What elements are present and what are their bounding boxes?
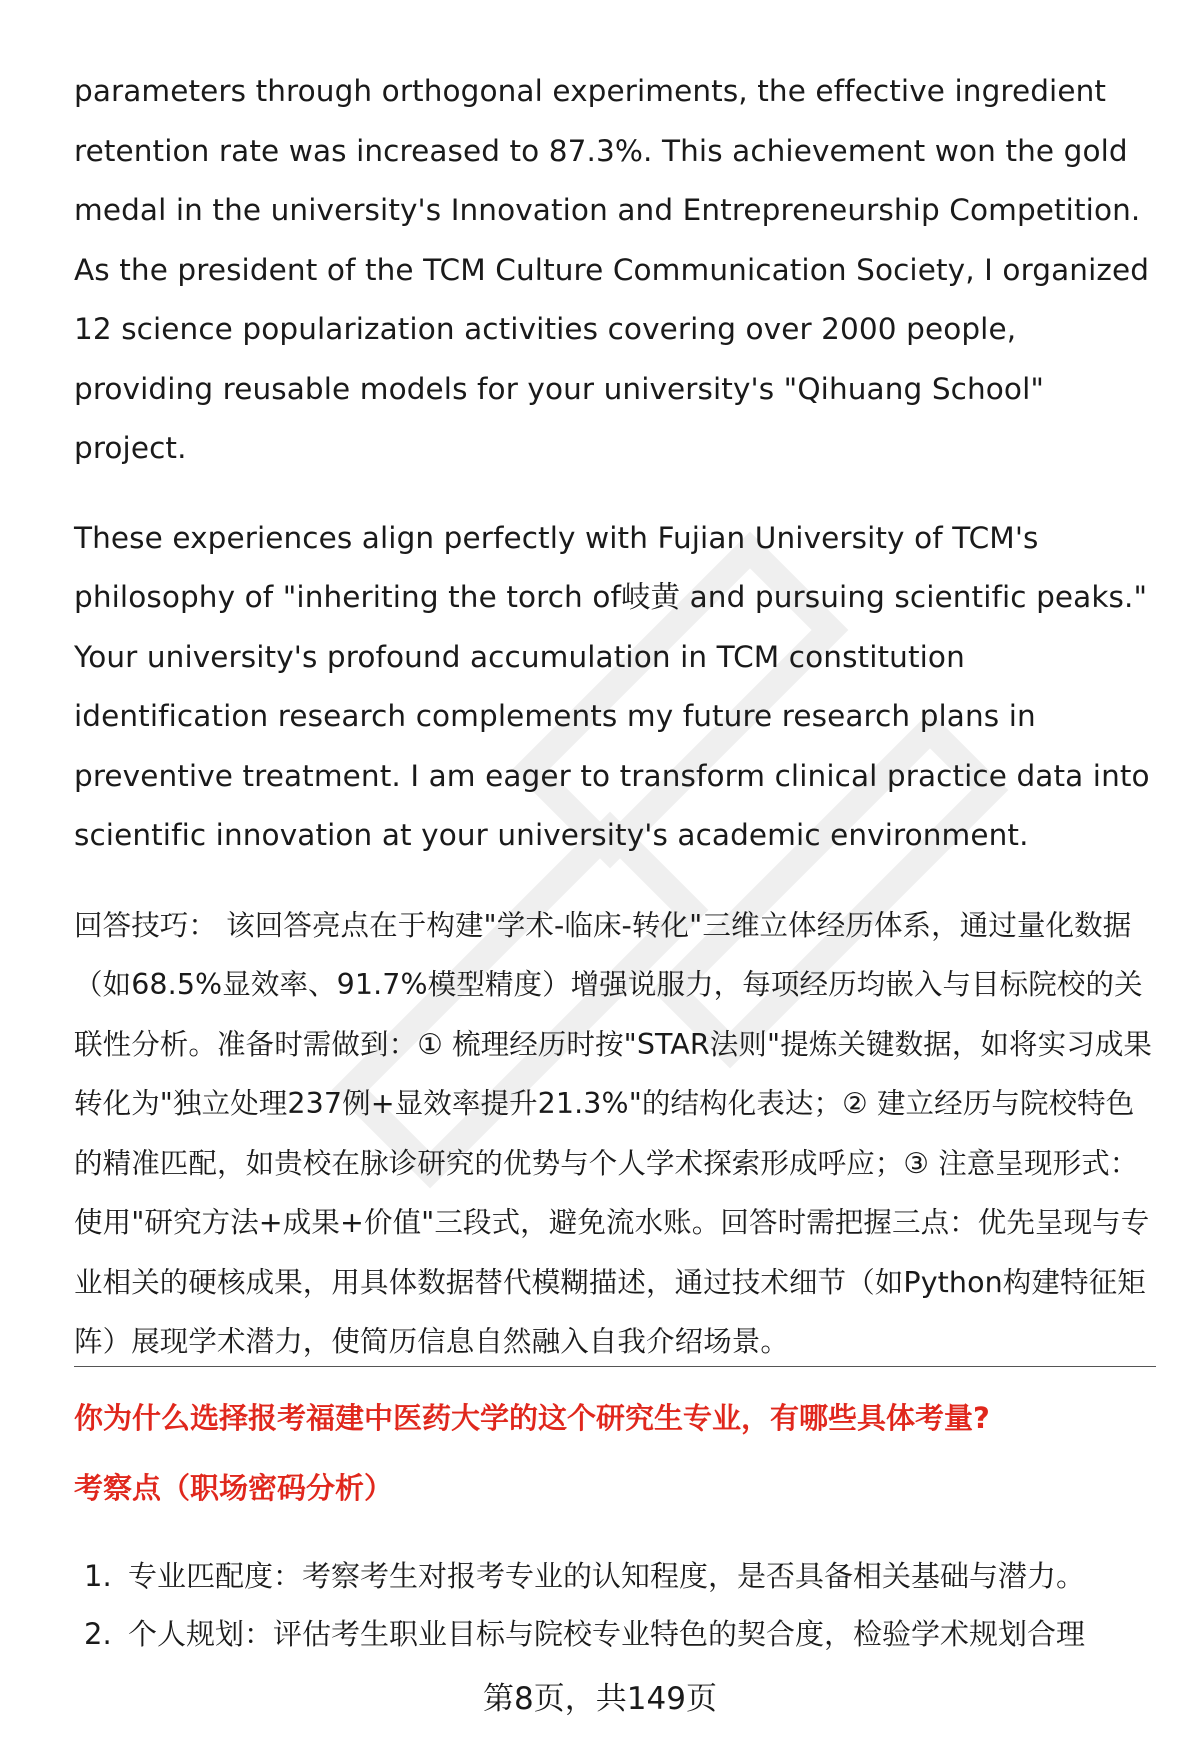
list-item-text: 个人规划：评估考生职业目标与院校专业特色的契合度，检验学术规划合理: [128, 1617, 1086, 1651]
assessment-points-list: [84, 1547, 1156, 1663]
list-item: [84, 1605, 1156, 1663]
list-item-number: 1.: [84, 1559, 112, 1593]
page-footer: 第8页，共149页: [483, 1681, 717, 1717]
answer-tips-paragraph: 回答技巧： 该回答亮点在于构建"学术-临床-转化"三维立体经历体系，通过量化数据（如68.5%显效率、91.7%模型精度）增强说服力，每项经历均嵌入与目标院校的关联性分析。准备时需做到：① 梳理经历时按"STAR法则"提炼关键数据，如将实习成果转化为"独立处理237例+显效率提升21.3%"的结构化表达；② 建立经历与院校特色的精准匹配，如贵校在脉诊研究的优势与个人学术探索形成呼应；③ 注意呈现形式：使用"研究方法+成果+价值"三段式，避免流水账。回答时需把握三点：优先呈现与专业相关的硬核成果，用具体数据替代模糊描述，通过技术细节（如Python构建特征矩阵）展现学术潜力，使简历信息自然融入自我介绍场景。: [74, 908, 1153, 1358]
list-item: [84, 1547, 1156, 1605]
document-body: [74, 62, 1156, 1402]
question-heading: 你为什么选择报考福建中医药大学的这个研究生专业，有哪些具体考量?: [74, 1401, 990, 1435]
body-paragraph: These experiences align perfectly with Fujian University of TCM's philosophy of "inheriting the torch of岐黄 and pursuing scientific peaks." Your university's profound accumulation in TCM constitution identification research complements my future research plans in preventive treatment. I am eager to transform clinical practice data into scientific innovation at your university's academic environment.: [74, 520, 1150, 852]
list-item-text: 专业匹配度：考察考生对报考专业的认知程度，是否具备相关基础与潜力。: [128, 1559, 1086, 1593]
body-paragraph: parameters through orthogonal experiments, the effective ingredient retention rate was increased to 87.3%. This achievement won the gold medal in the university's Innovation and Entrepreneurship Competition. As the president of the TCM Culture Communication Society, I organized 12 science popularization activities covering over 2000 people, providing reusable models for your university's "Qihuang School" project.: [74, 74, 1150, 465]
assessment-points-heading: 考察点（职场密码分析）: [74, 1471, 394, 1505]
list-item-number: 2.: [84, 1617, 112, 1651]
section-divider: [74, 1366, 1156, 1367]
